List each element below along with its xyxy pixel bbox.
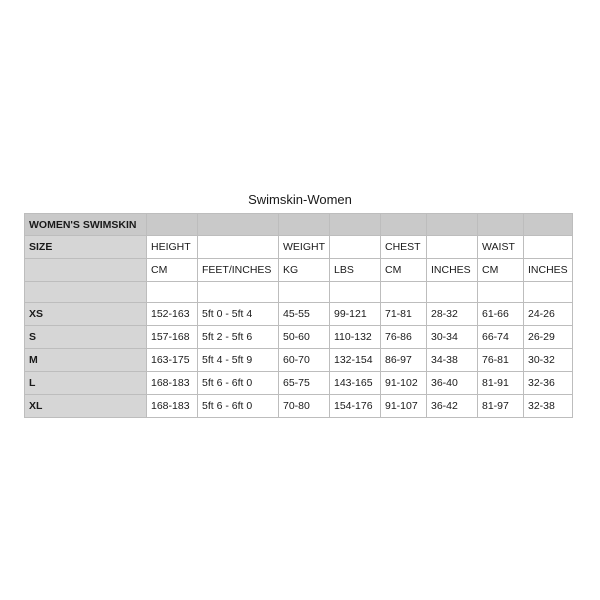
size-cell-empty	[25, 282, 147, 303]
table-cell: 5ft 2 - 5ft 6	[198, 326, 279, 349]
table-cell: 5ft 6 - 6ft 0	[198, 395, 279, 418]
table-row	[25, 349, 573, 372]
table-row	[25, 372, 573, 395]
table-cell: 45-55	[279, 303, 330, 326]
group-header-empty	[524, 236, 573, 259]
group-header-waist: WAIST	[478, 236, 524, 259]
banner-cell	[381, 214, 427, 236]
table-cell: 32-38	[524, 395, 573, 418]
banner-cell	[147, 214, 198, 236]
size-cell: XS	[25, 303, 147, 326]
table-cell: 110-132	[330, 326, 381, 349]
unit-header: CM	[381, 259, 427, 282]
table-cell: 61-66	[478, 303, 524, 326]
table-cell: 168-183	[147, 395, 198, 418]
banner-label: WOMEN'S SWIMSKIN	[25, 214, 147, 236]
unit-header-row	[25, 259, 573, 282]
table-cell: 5ft 4 - 5ft 9	[198, 349, 279, 372]
table-cell: 36-42	[427, 395, 478, 418]
banner-cell	[478, 214, 524, 236]
table-cell: 65-75	[279, 372, 330, 395]
table-cell: 168-183	[147, 372, 198, 395]
table-cell: 91-107	[381, 395, 427, 418]
table-cell: 81-91	[478, 372, 524, 395]
unit-header: INCHES	[524, 259, 573, 282]
table-cell: 26-29	[524, 326, 573, 349]
unit-header: FEET/INCHES	[198, 259, 279, 282]
size-cell: M	[25, 349, 147, 372]
table-cell-empty	[147, 282, 198, 303]
table-cell: 50-60	[279, 326, 330, 349]
table-cell: 5ft 6 - 6ft 0	[198, 372, 279, 395]
group-header-weight: WEIGHT	[279, 236, 330, 259]
group-header-empty	[330, 236, 381, 259]
unit-header: INCHES	[427, 259, 478, 282]
size-chart-table	[24, 213, 573, 418]
table-cell: 5ft 0 - 5ft 4	[198, 303, 279, 326]
table-cell: 81-97	[478, 395, 524, 418]
table-cell: 71-81	[381, 303, 427, 326]
table-cell-empty	[524, 282, 573, 303]
table-cell: 36-40	[427, 372, 478, 395]
table-cell-empty	[198, 282, 279, 303]
table-cell-empty	[381, 282, 427, 303]
table-cell: 76-86	[381, 326, 427, 349]
spacer-row	[25, 282, 573, 303]
banner-row	[25, 214, 573, 236]
table-cell: 60-70	[279, 349, 330, 372]
table-cell: 152-163	[147, 303, 198, 326]
table-cell: 30-32	[524, 349, 573, 372]
table-row	[25, 395, 573, 418]
page-title: Swimskin-Women	[248, 192, 352, 207]
size-cell: XL	[25, 395, 147, 418]
unit-header: KG	[279, 259, 330, 282]
size-header-empty	[25, 259, 147, 282]
table-cell: 66-74	[478, 326, 524, 349]
table-cell-empty	[279, 282, 330, 303]
group-header-empty	[427, 236, 478, 259]
table-cell-empty	[427, 282, 478, 303]
group-header-chest: CHEST	[381, 236, 427, 259]
table-cell-empty	[330, 282, 381, 303]
group-header-row	[25, 236, 573, 259]
table-cell: 28-32	[427, 303, 478, 326]
table-cell: 99-121	[330, 303, 381, 326]
table-cell: 30-34	[427, 326, 478, 349]
table-cell: 132-154	[330, 349, 381, 372]
banner-cell	[330, 214, 381, 236]
size-cell: S	[25, 326, 147, 349]
table-cell: 157-168	[147, 326, 198, 349]
table-cell: 86-97	[381, 349, 427, 372]
group-header-empty	[198, 236, 279, 259]
size-header: SIZE	[25, 236, 147, 259]
table-cell: 91-102	[381, 372, 427, 395]
table-cell: 34-38	[427, 349, 478, 372]
banner-cell	[524, 214, 573, 236]
table-cell: 32-36	[524, 372, 573, 395]
size-cell: L	[25, 372, 147, 395]
unit-header: CM	[147, 259, 198, 282]
table-cell: 143-165	[330, 372, 381, 395]
banner-cell	[198, 214, 279, 236]
banner-cell	[427, 214, 478, 236]
unit-header: CM	[478, 259, 524, 282]
table-cell: 70-80	[279, 395, 330, 418]
table-cell-empty	[478, 282, 524, 303]
table-cell: 24-26	[524, 303, 573, 326]
table-row	[25, 303, 573, 326]
table-cell: 163-175	[147, 349, 198, 372]
group-header-height: HEIGHT	[147, 236, 198, 259]
table-cell: 154-176	[330, 395, 381, 418]
banner-cell	[279, 214, 330, 236]
unit-header: LBS	[330, 259, 381, 282]
table-row	[25, 326, 573, 349]
table-cell: 76-81	[478, 349, 524, 372]
